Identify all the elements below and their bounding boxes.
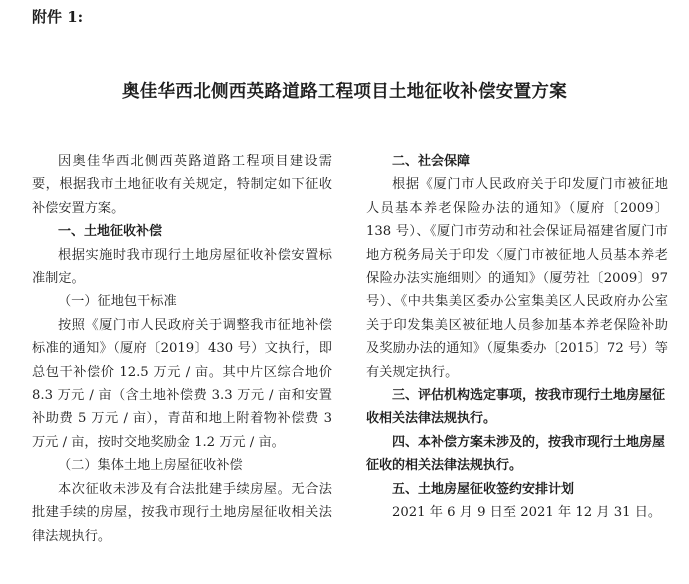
sub2-heading: （二）集体土地上房屋征收补偿: [58, 458, 243, 474]
left-column: [32, 150, 332, 548]
sub1-heading: （一）征地包干标准: [58, 294, 177, 310]
right-column: [366, 150, 668, 525]
section4-text: 四、本补偿方案未涉及的，按我市现行土地房屋征收的相关法律法规执行。: [366, 434, 666, 474]
section2-heading: 二、社会保障: [392, 154, 471, 169]
sub2-text: 本次征收未涉及有合法批建手续房屋。无合法批建手续的房屋，按我市现行土地房屋征收相关法律法规执行。: [32, 481, 332, 544]
sub1-text: 按照《厦门市人民政府关于调整我市征地补偿标准的通知》（厦府〔2019〕430 号）文执行，即总包干补偿价 12.5 万元 / 亩。其中片区综合地价 8.3 万元 / 亩（含土地补偿费 3.3 万元 / 亩和安置补助费 5 万元 / 亩），青苗和地上附着物补偿费 3 万元 / 亩，按时交地奖励金 1.2 万元 / 亩。: [32, 317, 332, 450]
page-title: 奥佳华西北侧西英路道路工程项目土地征收补偿安置方案: [122, 82, 567, 102]
section1-text: 根据实施时我市现行土地房屋征收补偿安置标准制定。: [32, 247, 332, 287]
section5-text: 2021 年 6 月 9 日至 2021 年 12 月 31 日。: [392, 505, 662, 521]
section5-heading: 五、土地房屋征收签约安排计划: [392, 481, 575, 497]
section3-text: 三、评估机构选定事项，按我市现行土地房屋征收相关法律法规执行。: [366, 388, 666, 427]
section1-heading: 一、土地征收补偿: [58, 224, 163, 240]
section2-text: 根据《厦门市人民政府关于印发厦门市被征地人员基本养老保险办法的通知》（厦府〔2009〕138 号）、《厦门市劳动和社会保证局福建省厦门市地方税务局关于印发〈厦门市被征地人员基本养老保险办法实施细则〉的通知》（厦劳社〔2009〕97 号）、《中共集美区委办公室集美区人民政府办公室关于印发集美区被征地人员参加基本养老保险补助及奖励办法的通知》（厦集委办〔2015〕72 号）等有关规定执行。: [366, 177, 668, 380]
annex-label: 附件 1:: [32, 8, 84, 26]
intro-paragraph: 因奥佳华西北侧西英路道路工程项目建设需要，根据我市土地征收有关规定，特制定如下征收补偿安置方案。: [32, 154, 332, 216]
